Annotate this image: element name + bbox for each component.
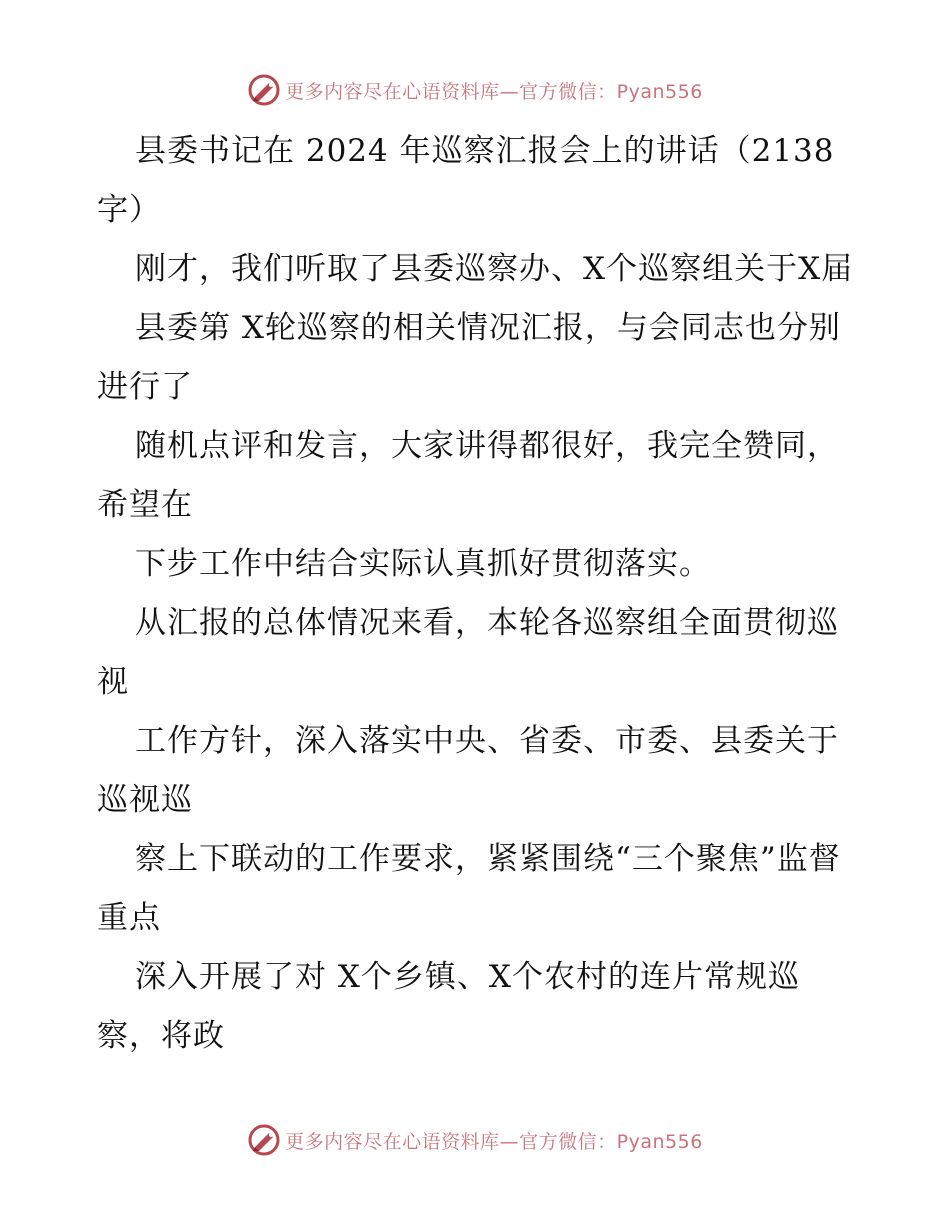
paragraph: 工作方针，深入落实中央、省委、市委、县委关于巡视巡 — [97, 723, 839, 818]
footer-banner-text: 更多内容尽在心语资料库—官方微信：Pyan556 — [285, 1130, 703, 1153]
paragraph: 县委第 X轮巡察的相关情况汇报，与会同志也分别进行了 — [97, 310, 841, 405]
header-banner — [0, 70, 950, 110]
paragraph: 深入开展了对 X个乡镇、X个农村的连片常规巡察，将政 — [97, 959, 800, 1054]
pen-logo-icon — [247, 1123, 281, 1157]
paragraph: 察上下联动的工作要求，紧紧围绕“三个聚焦”监督重点 — [97, 841, 841, 936]
document-title: 县委书记在 2024 年巡察汇报会上的讲话（2138字） — [97, 133, 835, 228]
header-banner-text: 更多内容尽在心语资料库—官方微信：Pyan556 — [285, 80, 703, 103]
paragraph: 下步工作中结合实际认真抓好贯彻落实。 — [135, 546, 711, 582]
footer-banner — [0, 1120, 950, 1160]
paragraph: 从汇报的总体情况来看，本轮各巡察组全面贯彻巡视 — [97, 605, 839, 700]
paragraph: 随机点评和发言，大家讲得都很好，我完全赞同，希望在 — [97, 428, 839, 523]
pen-logo-icon — [247, 73, 281, 107]
document-body — [97, 122, 857, 1066]
paragraph: 刚才，我们听取了县委巡察办、X个巡察组关于X届 — [135, 251, 854, 287]
